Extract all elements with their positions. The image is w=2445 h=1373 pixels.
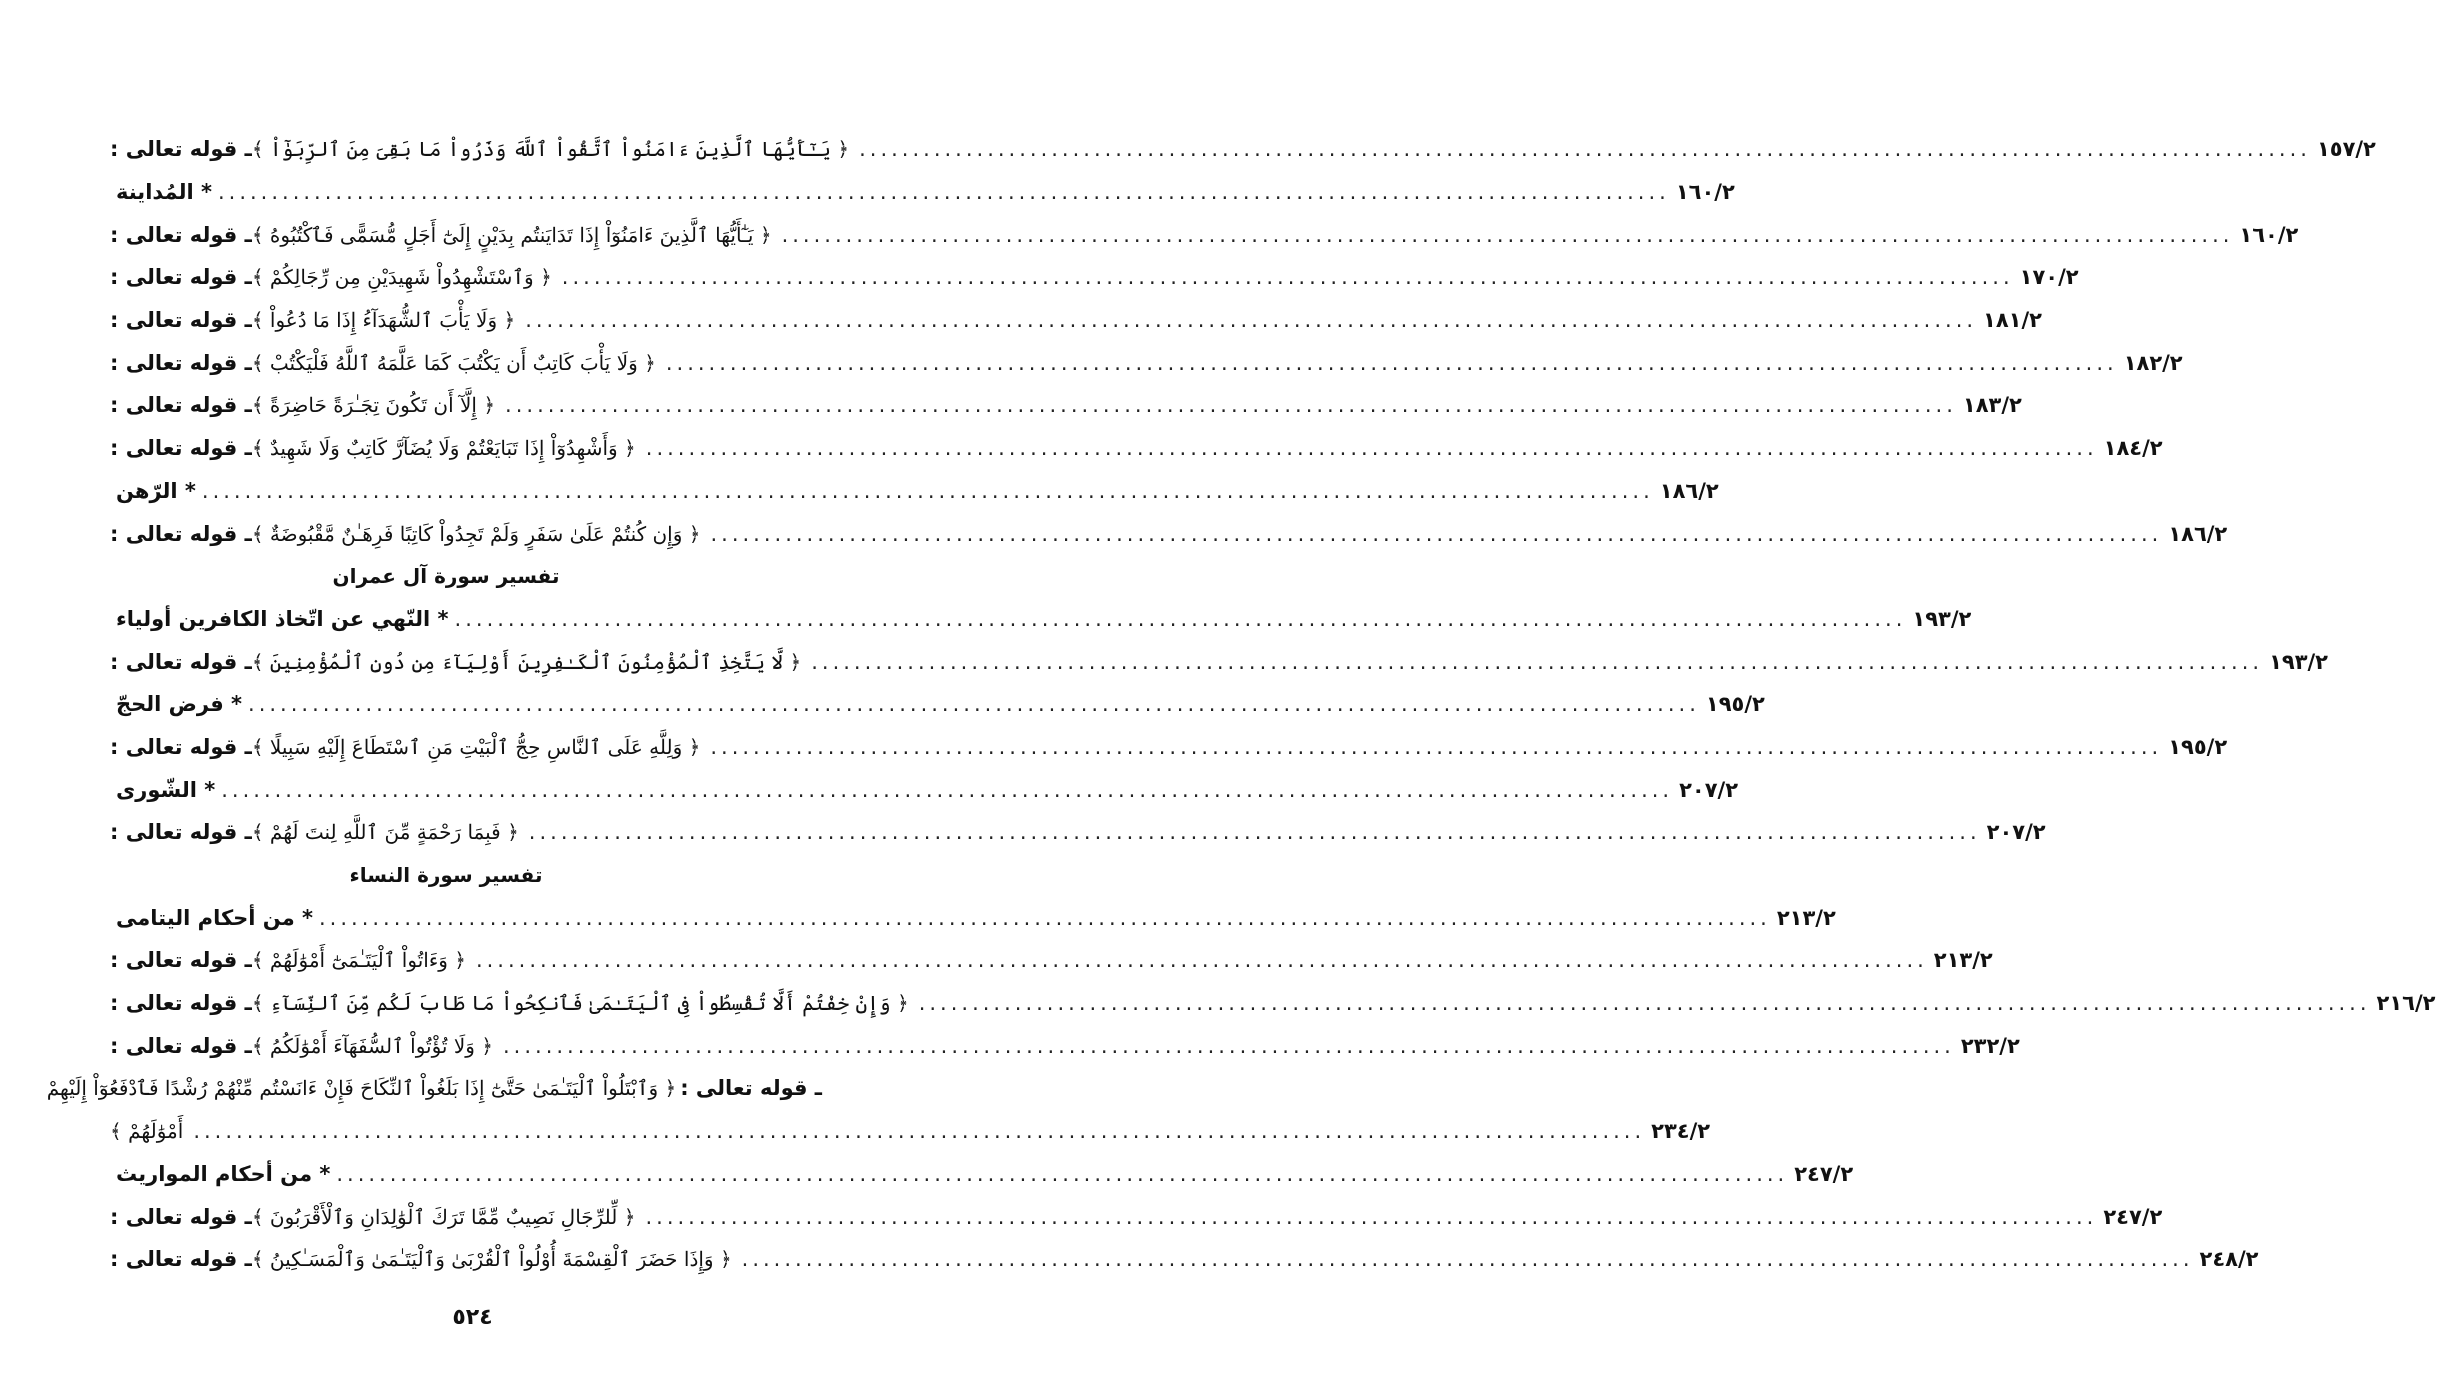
- page-reference: ١٦٠/٢: [1675, 180, 1735, 205]
- leader-dots: [853, 137, 2317, 161]
- entry-label: ـ قوله تعالى :: [110, 991, 252, 1016]
- topic-title: * الشّورى: [116, 777, 216, 802]
- topic-entry: [110, 896, 1836, 939]
- page-reference: ٢١٣/٢: [1776, 905, 1836, 930]
- page-reference: ٢١٣/٢: [1933, 948, 1993, 973]
- verse-text: ﴿ وَلَا يَأْبَ ٱلشُّهَدَآءُ إِذَا مَا دُعُواْ ﴾: [251, 308, 516, 333]
- entry-label: ـ قوله تعالى :: [110, 308, 252, 333]
- topic-title: * المُداينة: [116, 180, 212, 205]
- verse-text: ﴿ وَإِذَا حَضَرَ ٱلْقِسْمَةَ أُوْلُواْ ٱلْقُرْبَىٰ وَٱلْيَتَـٰمَىٰ وَٱلْمَسَـٰكِينُ ﴾: [251, 1247, 732, 1272]
- verse-text: ﴿ وَإِن كُنتُمْ عَلَىٰ سَفَرٍ وَلَمْ تَجِدُواْ كَاتِبًا فَرِهَـٰنٌ مَّقْبُوضَةٌ ﴾: [251, 521, 701, 546]
- entry-label: ـ قوله تعالى :: [110, 734, 252, 759]
- topic-title: * الرّهن: [116, 478, 196, 503]
- section-heading: تفسير سورة النساء: [349, 863, 543, 888]
- verse-entry-first-line: [46, 1067, 822, 1110]
- leader-dots: [187, 1119, 1651, 1143]
- page-reference: ١٩٣/٢: [1912, 606, 1972, 631]
- verse-text: ﴿ وَلَا يَأْبَ كَاتِبٌ أَن يَكْتُبَ كَمَا عَلَّمَهُ ٱللَّهُ فَلْيَكْتُبْ ﴾: [251, 350, 656, 375]
- page-reference: ٢٣٢/٢: [1960, 1033, 2020, 1058]
- topic-entry: [110, 683, 1765, 726]
- leader-dots: [639, 1205, 2103, 1229]
- verse-entry: [110, 512, 2228, 555]
- page-reference: ٢١٦/٢: [2376, 991, 2436, 1016]
- topic-title: * من أحكام المواريث: [116, 1161, 331, 1186]
- leader-dots: [449, 607, 1913, 631]
- verse-entry: [110, 1024, 2020, 1067]
- verse-text: ﴿ يَـٰٓأَيُّهَا ٱلَّذِينَ ءَامَنُوٓاْ إِذَا تَدَايَنتُم بِدَيْنٍ إِلَىٰٓ أَجَلٍ مُّسَمًّى فَٱكْتُبُوهُ ﴾: [251, 222, 772, 247]
- verse-entry: [110, 1238, 2259, 1281]
- page-reference: ١٧٠/٢: [2019, 265, 2079, 290]
- leader-dots: [704, 735, 2168, 759]
- leader-dots: [470, 948, 1934, 972]
- entry-label: ـ قوله تعالى :: [680, 1076, 822, 1101]
- verse-entry: [110, 341, 2183, 384]
- page-reference: ١٥٧/٢: [2316, 137, 2376, 162]
- verse-text-continued: أَمْوَٰلَهُمْ ﴾: [110, 1119, 184, 1144]
- verse-text: ﴿ لَّا يَتَّخِذِ ٱلْمُؤْمِنُونَ ٱلْكَـٰفِرِينَ أَوْلِيَآءَ مِن دُونِ ٱلْمُؤْمِنِينَ ﴾: [251, 649, 802, 674]
- topic-title: * النّهي عن اتّخاذ الكافرين أولياء: [116, 606, 449, 631]
- topic-entry: [110, 1153, 1854, 1196]
- verse-text: ﴿ وَلَا تُؤْتُواْ ٱلسُّفَهَآءَ أَمْوَٰلَكُمُ ﴾: [251, 1033, 493, 1058]
- leader-dots: [776, 223, 2240, 247]
- page-reference: ١٩٥/٢: [1705, 692, 1765, 717]
- page-reference: ١٨١/٢: [1983, 308, 2042, 333]
- leader-dots: [212, 180, 1676, 204]
- verse-text: ﴿ وَءَاتُواْ ٱلْيَتَـٰمَىٰٓ أَمْوَٰلَهُمْ ﴾: [251, 948, 466, 973]
- leader-dots: [242, 692, 1706, 716]
- verse-text: ﴿ إِلَّآ أَن تَكُونَ تِجَـٰرَةً حَاضِرَةً ﴾: [251, 393, 496, 418]
- verse-text: ﴿ وَإِنْ خِفْتُمْ أَلَّا تُقْسِطُواْ فِى ٱلْيَتَـٰمَىٰ فَٱنكِحُواْ مَا طَابَ لَكُم مِّنَ ٱلنِّسَآءِ ﴾: [251, 991, 909, 1016]
- page-reference: ١٩٣/٢: [2269, 649, 2329, 674]
- verse-entry: [110, 128, 2376, 171]
- verse-entry: [110, 299, 2042, 342]
- page-reference: ١٨٦/٢: [1659, 478, 1719, 503]
- leader-dots: [499, 393, 1963, 417]
- leader-dots: [215, 778, 1679, 802]
- page-reference: ٢٤٧/٢: [2103, 1204, 2163, 1229]
- verse-entry-continuation: [110, 1110, 1711, 1153]
- verse-text: ﴿ لِّلرِّجَالِ نَصِيبٌ مِّمَّا تَرَكَ ٱلْوَٰلِدَانِ وَٱلْأَقْرَبُونَ ﴾: [251, 1204, 636, 1229]
- leader-dots: [556, 265, 2020, 289]
- page-reference: ١٦٠/٢: [2239, 222, 2299, 247]
- page-number: ٥٢٤: [452, 1305, 493, 1330]
- page-reference: ١٨٢/٢: [2123, 350, 2183, 375]
- page-reference: ١٨٦/٢: [2168, 521, 2228, 546]
- topic-entry: [110, 598, 1972, 641]
- leader-dots: [196, 479, 1660, 503]
- verse-text: ﴿ يَـٰٓأَيُّهَا ٱلَّذِينَ ءَامَنُواْ ٱتَّقُواْ ٱللَّهَ وَذَرُواْ مَا بَقِىَ مِنَ ٱلرِّبَوٰٓاْ ﴾: [251, 137, 850, 162]
- verse-entry: [110, 427, 2163, 470]
- verse-entry: [110, 384, 2022, 427]
- page-reference: ٢٤٨/٢: [2199, 1247, 2259, 1272]
- verse-entry: [110, 1195, 2163, 1238]
- topic-entry: [110, 171, 1735, 214]
- verse-entry: [110, 982, 2436, 1025]
- leader-dots: [913, 991, 2377, 1015]
- verse-entry: [110, 256, 2079, 299]
- section-heading: تفسير سورة آل عمران: [332, 564, 560, 589]
- leader-dots: [330, 1162, 1794, 1186]
- leader-dots: [805, 650, 2269, 674]
- leader-dots: [704, 522, 2168, 546]
- entry-label: ـ قوله تعالى :: [110, 265, 252, 290]
- entry-label: ـ قوله تعالى :: [110, 820, 252, 845]
- leader-dots: [640, 436, 2104, 460]
- topic-entry: [110, 470, 1719, 513]
- verse-entry: [110, 939, 1993, 982]
- entry-label: ـ قوله تعالى :: [110, 1247, 252, 1272]
- leader-dots: [523, 820, 1987, 844]
- leader-dots: [313, 906, 1777, 930]
- leader-dots: [497, 1034, 1961, 1058]
- page-reference: ١٩٥/٢: [2168, 734, 2228, 759]
- entry-label: ـ قوله تعالى :: [110, 1033, 252, 1058]
- verse-text: ﴿ فَبِمَا رَحْمَةٍ مِّنَ ٱللَّهِ لِنتَ لَهُمْ ﴾: [251, 820, 519, 845]
- page-reference: ٢٤٧/٢: [1794, 1161, 1854, 1186]
- entry-label: ـ قوله تعالى :: [110, 222, 252, 247]
- topic-title: * فرض الحجّ: [116, 692, 243, 717]
- verse-text: ﴿ وَٱبْتَلُواْ ٱلْيَتَـٰمَىٰ حَتَّىٰٓ إِذَا بَلَغُواْ ٱلنِّكَاحَ فَإِنْ ءَانَسْتُم مِّنْهُمْ رُشْدًا فَٱدْفَعُوٓاْ إِلَيْهِمْ: [46, 1076, 677, 1101]
- page-reference: ٢٣٤/٢: [1651, 1119, 1711, 1144]
- leader-dots: [519, 308, 1983, 332]
- entry-label: ـ قوله تعالى :: [110, 521, 252, 546]
- entry-label: ـ قوله تعالى :: [110, 137, 252, 162]
- topic-title: * من أحكام اليتامى: [116, 905, 313, 930]
- page-reference: ٢٠٧/٢: [1679, 777, 1739, 802]
- verse-entry: [110, 811, 2046, 854]
- verse-entry: [110, 726, 2228, 769]
- verse-text: ﴿ وَٱسْتَشْهِدُواْ شَهِيدَيْنِ مِن رِّجَالِكُمْ ﴾: [251, 265, 552, 290]
- verse-entry: [110, 213, 2299, 256]
- leader-dots: [660, 351, 2124, 375]
- topic-entry: [110, 768, 1739, 811]
- index-page: [46, 128, 2436, 1281]
- page-reference: ٢٠٧/٢: [1986, 820, 2046, 845]
- entry-label: ـ قوله تعالى :: [110, 649, 252, 674]
- page-reference: ١٨٣/٢: [1962, 393, 2022, 418]
- verse-text: ﴿ وَلِلَّهِ عَلَى ٱلنَّاسِ حِجُّ ٱلْبَيْتِ مَنِ ٱسْتَطَاعَ إِلَيْهِ سَبِيلًا ﴾: [251, 734, 701, 759]
- page-reference: ١٨٤/٢: [2103, 436, 2163, 461]
- verse-entry: [110, 640, 2329, 683]
- leader-dots: [736, 1247, 2200, 1271]
- verse-text: ﴿ وَأَشْهِدُوٓاْ إِذَا تَبَايَعْتُمْ وَلَا يُضَآرَّ كَاتِبٌ وَلَا شَهِيدٌ ﴾: [251, 436, 636, 461]
- entry-label: ـ قوله تعالى :: [110, 393, 252, 418]
- entry-label: ـ قوله تعالى :: [110, 436, 252, 461]
- entry-label: ـ قوله تعالى :: [110, 1204, 252, 1229]
- entry-label: ـ قوله تعالى :: [110, 350, 252, 375]
- entry-label: ـ قوله تعالى :: [110, 948, 252, 973]
